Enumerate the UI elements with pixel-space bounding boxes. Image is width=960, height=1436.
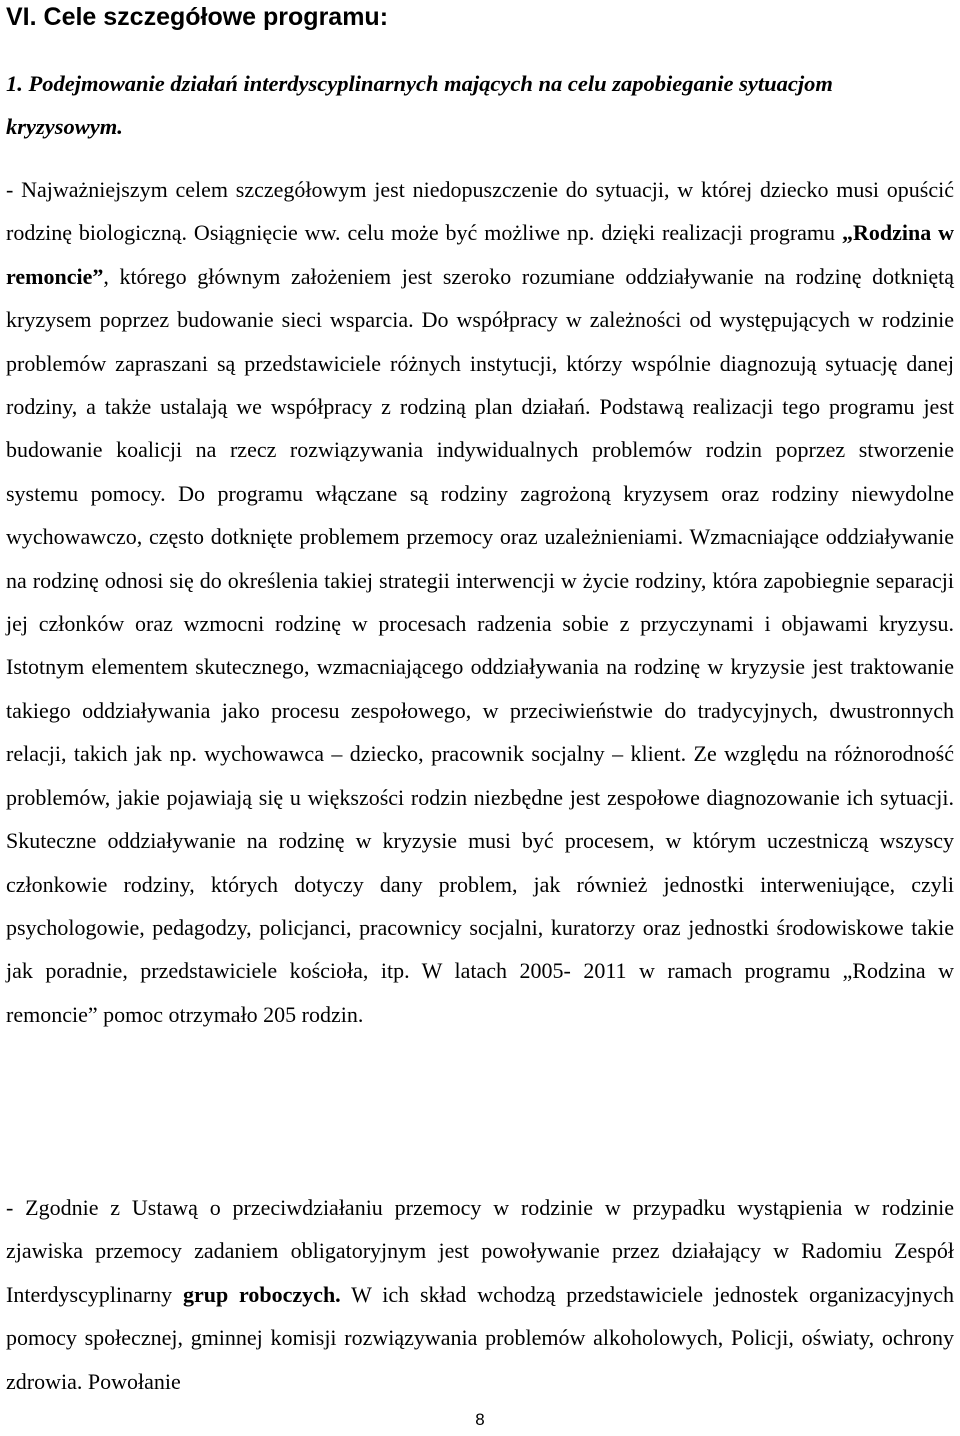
paragraph-1-text-start: - Najważniejszym celem szczegółowym jest niedopuszczenie do sytuacji, w której dziecko musi opuścić rodzinę biologiczną. Osiągnięcie ww. celu może być możliwe np. dzięki realizacji programu bbox=[6, 177, 954, 246]
program-name: „Rodzina w remoncie” bbox=[6, 220, 954, 289]
paragraph-2-text-start: - Zgodnie z Ustawą o przeciwdziałaniu przemocy w rodzinie w przypadku wystąpienia w rodzinie zjawiska przemocy zadaniem obligatoryjnym jest powoływanie przez działający w Radomiu Zespół Interdyscyplinarny bbox=[6, 1195, 954, 1307]
paragraph-family-program bbox=[6, 168, 954, 1036]
paragraph-2-text-end: W ich skład wchodzą przedstawiciele jednostek organizacyjnych pomocy społecznej, gminnej komisji rozwiązywania problemów alkoholowych, Policji, oświaty, ochrony zdrowia. Powołanie bbox=[6, 1281, 954, 1394]
subsection-heading: 1. Podejmowanie działań interdyscyplinarnych mających na celu zapobieganie sytuacjom kryzysowym. bbox=[6, 71, 833, 139]
working-groups-phrase: grup roboczych. bbox=[183, 1281, 341, 1307]
paragraph-1-text-end: , którego głównym założeniem jest szeroko rozumiane oddziaływanie na rodzinę dotkniętą kryzysem poprzez budowanie sieci wsparcia. Do współpracy w zależności od występujących w rodzinie problemów zapraszani są przedstawiciele różnych instytucji, którzy wspólnie diagnozują sytuację danej rodziny, a także ustalają we współpracy z rodziną plan działań. Podstawą realizacji tego programu jest budowanie koalicji na rzecz rozwiązywania indywidualnych problemów rodzin poprzez stworzenie systemu pomocy. Do programu włączane są rodziny zagrożoną kryzysem oraz rodziny niewydolne wychowawczo, często dotknięte problemem przemocy oraz uzależnieniami. Wzmacniające oddziaływanie na rodzinę odnosi się do określenia takiej strategii interwencji w życie rodziny, która zapobiegnie separacji jej członków oraz wzmocni rodzinę w procesach radzenia sobie z przyczynami i objawami kryzysu. Istotnym elementem skutecznego, wzmacniającego oddziaływania na rodzinę w kryzysie jest traktowanie takiego oddziaływania jako procesu zespołowego, w przeciwieństwie do tradycyjnych, dwustronnych relacji, takich jak np. wychowawca – dziecko, pracownik socjalny – klient. Ze względu na różnorodność problemów, jakie pojawiają się u większości rodzin niezbędne jest zespołowe diagnozowanie ich sytuacji. Skuteczne oddziaływanie na rodzinę w kryzysie musi być procesem, w którym uczestniczą wszyscy członkowie rodziny, których dotyczy dany problem, jak również jednostki interweniujące, czyli psychologowie, pedagodzy, policjanci, pracownicy socjalni, kuratorzy oraz jednostki środowiskowe takie jak poradnie, przedstawiciele kościoła, itp. W latach 2005- 2011 w ramach programu „Rodzina w remoncie” pomoc otrzymało 205 rodzin. bbox=[6, 263, 954, 1027]
paragraph-working-groups bbox=[6, 1186, 954, 1403]
page-number: 8 bbox=[475, 1410, 485, 1429]
section-heading: VI. Cele szczegółowe programu: bbox=[6, 3, 389, 31]
